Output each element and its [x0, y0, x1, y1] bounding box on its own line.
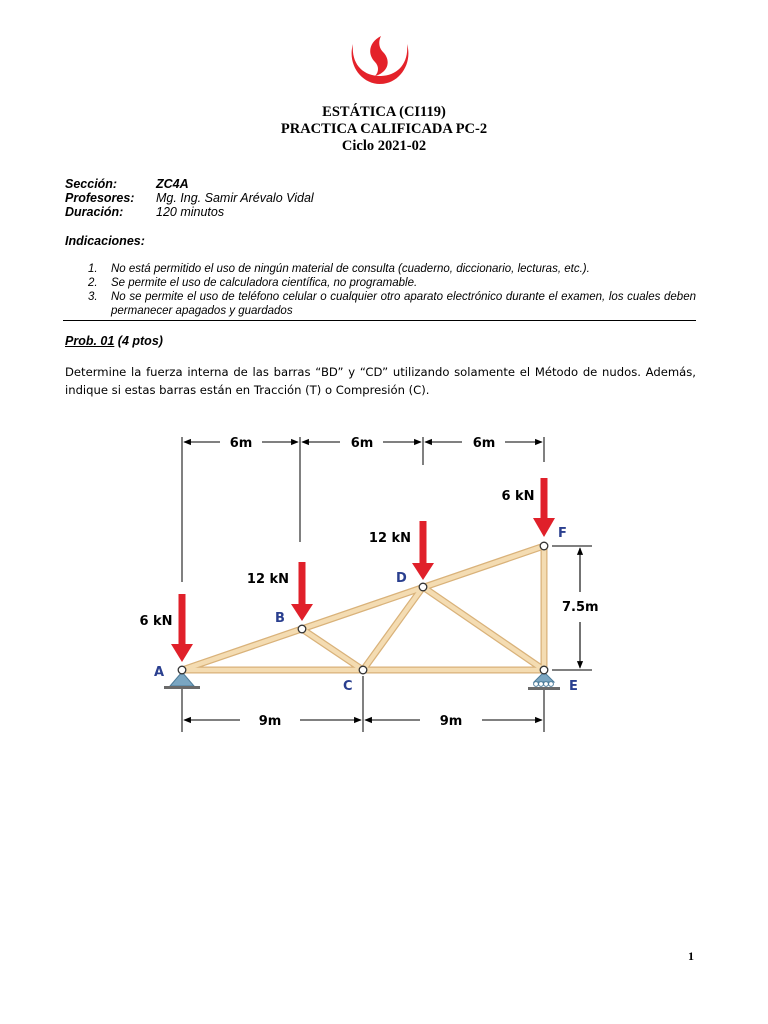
problem-heading [65, 334, 163, 348]
dim-right: 7.5m [562, 600, 599, 615]
profesores-label: Profesores: [65, 191, 135, 205]
node-label-d: D [396, 571, 407, 586]
list-number: 2. [88, 277, 98, 289]
list-text: No está permitido el uso de ningún material de consulta (cuaderno, diccionario, lecturas, etc.). [111, 263, 590, 275]
profesores-value: Mg. Ing. Samir Arévalo Vidal [156, 191, 314, 205]
cycle-title: Ciclo 2021-02 [341, 138, 427, 154]
dim-bottom-1: 9m [258, 714, 282, 729]
indicaciones-title: Indicaciones: [65, 234, 145, 248]
dim-top-1: 6m [229, 436, 253, 451]
list-number: 3. [88, 291, 98, 303]
node-label-a: A [154, 665, 165, 680]
truss-members [182, 546, 544, 670]
divider [63, 320, 696, 321]
dim-bottom-2: 9m [439, 714, 463, 729]
problem-points: (4 ptos) [114, 334, 163, 348]
list-item [88, 290, 696, 318]
list-item [88, 276, 696, 290]
node-label-b: B [275, 611, 285, 626]
list-item [88, 262, 696, 276]
problem-label: Prob. 01 [65, 334, 115, 348]
list-text: No se permite el uso de teléfono celular o cualquier otro aparato electrónico durante el examen, los cuales deben permanecer apagados y guardados [111, 291, 696, 317]
truss-figure [0, 400, 768, 760]
load-label-f: 6 kN [501, 489, 535, 504]
load-label-b: 12 kN [246, 572, 290, 587]
pin-support-icon [164, 672, 200, 689]
seccion-label: Sección: [65, 177, 118, 191]
seccion-value: ZC4A [156, 177, 189, 191]
node-label-f: F [558, 526, 567, 541]
dim-top-2: 6m [350, 436, 374, 451]
problem-statement: Determine la fuerza interna de las barras “BD” y “CD” utilizando solamente el Método de nudos. Además, indique si estas barras están en Tracción (T) o Compresión (C). [65, 365, 696, 397]
node-label-e: E [569, 679, 578, 694]
exam-title: PRACTICA CALIFICADA PC-2 [280, 121, 488, 137]
dim-top-3: 6m [472, 436, 496, 451]
course-title: ESTÁTICA (CI119) [322, 104, 446, 120]
load-label-d: 12 kN [368, 531, 412, 546]
node-label-c: C [343, 679, 353, 694]
list-text: Se permite el uso de calculadora científica, no programable. [111, 277, 418, 289]
duracion-value: 120 minutos [156, 205, 225, 219]
load-label-a: 6 kN [139, 614, 173, 629]
list-number: 1. [88, 263, 98, 275]
roller-support-icon [528, 672, 560, 690]
page-number: 1 [688, 949, 694, 963]
duracion-label: Duración: [65, 205, 124, 219]
upc-logo-icon [345, 34, 415, 88]
